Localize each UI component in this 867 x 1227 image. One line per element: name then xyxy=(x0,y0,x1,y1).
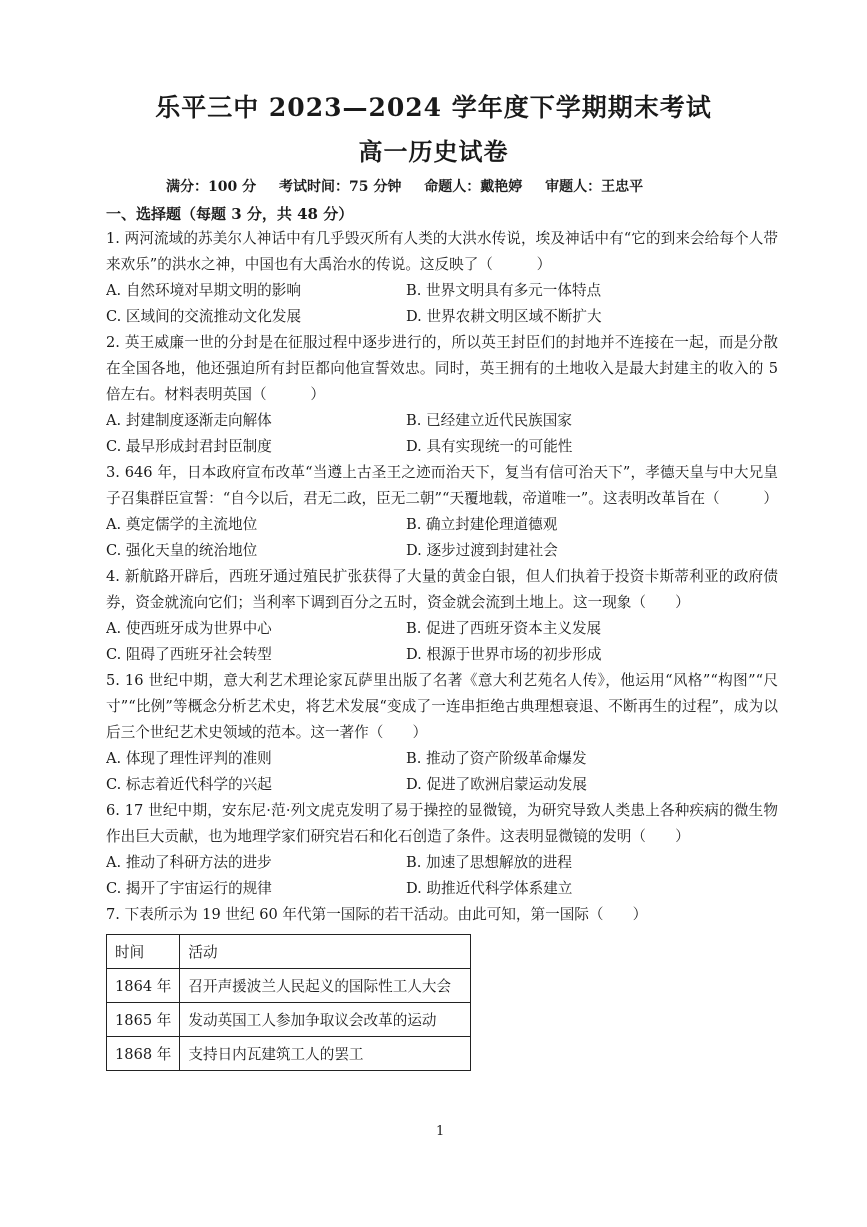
table-cell: 支持日内瓦建筑工人的罢工 xyxy=(180,1037,471,1071)
options xyxy=(106,278,778,330)
table-row xyxy=(107,969,471,1003)
option-a: A. 体现了理性评判的准则 xyxy=(106,750,272,767)
table-row xyxy=(107,1003,471,1037)
option-d: D. 逐步过渡到封建社会 xyxy=(406,542,558,559)
options xyxy=(106,512,778,564)
question-stem: 6. 17 世纪中期，安东尼·范·列文虎克发明了易于操控的显微镜，为研究导致人类患上各种疾病的微生物作出巨大贡献，也为地理学家们研究岩石和化石创造了条件。这表明显微镜的发明（ ） xyxy=(106,802,778,845)
options xyxy=(106,408,778,460)
question-stem: 5. 16 世纪中期，意大利艺术理论家瓦萨里出版了名著《意大利艺苑名人传》，他运用“风格”“构图”“尺寸”“比例”等概念分析艺术史，将艺术发展“变成了一连串拒绝古典理想衰退、不断再生的过程”，成为以后三个世纪艺术史领域的范本。这一著作（ ） xyxy=(106,672,778,741)
option-a: A. 封建制度逐渐走向解体 xyxy=(106,412,272,429)
full-score: 满分：100 分 xyxy=(166,179,257,195)
option-a: A. 使西班牙成为世界中心 xyxy=(106,620,272,637)
question-stem: 1. 两河流域的苏美尔人神话中有几乎毁灭所有人类的大洪水传说，埃及神话中有“它的到来会给每个人带来欢乐”的洪水之神，中国也有大禹治水的传说。这反映了（ ） xyxy=(106,230,778,273)
exam-meta xyxy=(166,176,661,196)
question-stem: 2. 英王威廉一世的分封是在征服过程中逐步进行的，所以英王封臣们的封地并不连接在一起，而是分散在全国各地，他还强迫所有封臣都向他宣誓效忠。同时，英王拥有的土地收入是最大封建主的收入的 5 倍左右。材料表明英国（ ） xyxy=(106,334,778,403)
option-b: B. 促进了西班牙资本主义发展 xyxy=(406,620,602,637)
question-4 xyxy=(106,564,778,668)
option-c: C. 阻碍了西班牙社会转型 xyxy=(106,646,272,663)
option-d: D. 促进了欧洲启蒙运动发展 xyxy=(406,776,587,793)
exam-subtitle: 高一历史试卷 xyxy=(358,137,509,166)
option-c: C. 强化天皇的统治地位 xyxy=(106,542,258,559)
option-c: C. 标志着近代科学的兴起 xyxy=(106,776,272,793)
activities-table xyxy=(106,934,471,1071)
table-cell: 发动英国工人参加争取议会改革的运动 xyxy=(180,1003,471,1037)
option-a: A. 自然环境对早期文明的影响 xyxy=(106,282,301,299)
question-1 xyxy=(106,226,778,330)
table-header: 时间 xyxy=(107,935,180,969)
table-cell: 召开声援波兰人民起义的国际性工人大会 xyxy=(180,969,471,1003)
table-row xyxy=(107,1037,471,1071)
options xyxy=(106,746,778,798)
question-stem: 3. 646 年，日本政府宣布改革“当遵上古圣王之迹而治天下，复当有信可治天下”，孝德天皇与中大兄皇子召集群臣宣誓：“自今以后，君无二政，臣无二朝”“天覆地载，帝道唯一”。这表明改革旨在（ ） xyxy=(106,464,778,507)
option-b: B. 推动了资产阶级革命爆发 xyxy=(406,750,587,767)
question-reviewer: 审题人：王忠平 xyxy=(545,179,644,195)
question-7 xyxy=(106,902,778,1071)
option-a: A. 推动了科研方法的进步 xyxy=(106,854,272,871)
table-cell: 1865 年 xyxy=(107,1003,180,1037)
table-cell: 1868 年 xyxy=(107,1037,180,1071)
exam-title: 乐平三中 2023—2024 学年度下学期期末考试 xyxy=(155,93,712,122)
question-5 xyxy=(106,668,778,798)
option-d: D. 世界农耕文明区域不断扩大 xyxy=(406,308,602,325)
option-b: B. 确立封建伦理道德观 xyxy=(406,516,558,533)
option-d: D. 助推近代科学体系建立 xyxy=(406,880,573,897)
question-6 xyxy=(106,798,778,902)
page-number: 1 xyxy=(436,1124,445,1139)
section-title: 一、选择题（每题 3 分，共 48 分） xyxy=(106,205,354,223)
options xyxy=(106,616,778,668)
option-c: C. 最早形成封君封臣制度 xyxy=(106,438,272,455)
table-header: 活动 xyxy=(180,935,471,969)
question-stem: 4. 新航路开辟后，西班牙通过殖民扩张获得了大量的黄金白银，但人们执着于投资卡斯蒂利亚的政府债券，资金就流向它们；当利率下调到百分之五时，资金就会流到土地上。这一现象（ ） xyxy=(106,568,778,611)
option-a: A. 奠定儒学的主流地位 xyxy=(106,516,258,533)
questions-list xyxy=(106,226,778,1071)
question-setter: 命题人：戴艳婷 xyxy=(424,179,523,195)
exam-time: 考试时间：75 分钟 xyxy=(278,179,402,195)
question-2 xyxy=(106,330,778,460)
option-b: B. 已经建立近代民族国家 xyxy=(406,412,572,429)
option-b: B. 世界文明具有多元一体特点 xyxy=(406,282,602,299)
question-stem: 7. 下表所示为 19 世纪 60 年代第一国际的若干活动。由此可知，第一国际（ ） xyxy=(106,906,648,923)
table-cell: 1864 年 xyxy=(107,969,180,1003)
question-3 xyxy=(106,460,778,564)
option-d: D. 具有实现统一的可能性 xyxy=(406,438,573,455)
option-d: D. 根源于世界市场的初步形成 xyxy=(406,646,602,663)
option-c: C. 揭开了宇宙运行的规律 xyxy=(106,880,272,897)
table-header-row xyxy=(107,935,471,969)
option-b: B. 加速了思想解放的进程 xyxy=(406,854,572,871)
option-c: C. 区域间的交流推动文化发展 xyxy=(106,308,302,325)
options xyxy=(106,850,778,902)
